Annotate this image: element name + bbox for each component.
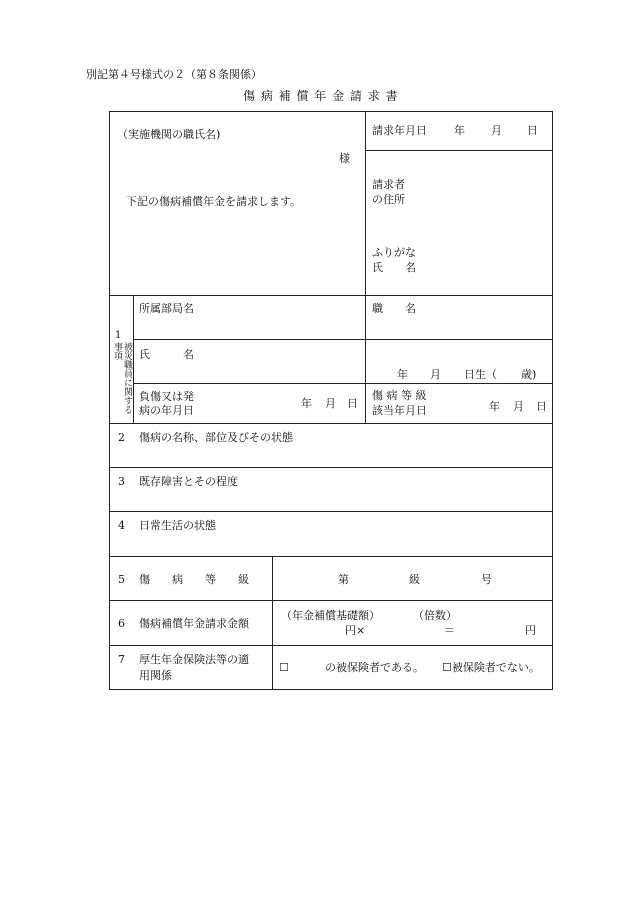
request-day: 日 xyxy=(527,124,538,137)
row4-number: 4 xyxy=(118,519,125,532)
agency-label: （実施機関の職氏名) xyxy=(117,128,221,141)
existing-disability-label: 既存障害とその程度 xyxy=(139,475,238,488)
multiplier-label: （倍数） xyxy=(413,609,457,622)
row3-number: 3 xyxy=(118,475,125,488)
injury-month: 月 xyxy=(325,397,336,410)
page-title: 傷 病 補 償 年 金 請 求 書 xyxy=(243,89,399,103)
grade-day: 日 xyxy=(536,400,547,413)
grade-dai: 第 xyxy=(338,573,349,586)
injury-date-label-2: 病の年月日 xyxy=(139,404,194,417)
injury-grade-label: 傷 病 等 級 xyxy=(139,573,249,586)
sama-label: 様 xyxy=(339,152,350,165)
claimant-address-label-2: の住所 xyxy=(372,193,405,206)
grade-go: 号 xyxy=(481,573,492,586)
request-year: 年 xyxy=(454,124,465,137)
birth-month: 月 xyxy=(430,368,441,381)
grade-year: 年 xyxy=(489,400,500,413)
equals-sign: ＝ xyxy=(444,624,455,637)
form-reference: 別記第４号様式の２（第８条関係） xyxy=(86,68,262,81)
request-date-label: 請求年月日 xyxy=(372,124,427,137)
birth-day: 日生（ xyxy=(464,368,497,381)
injury-date-label-1: 負傷又は発 xyxy=(139,390,194,403)
pension-law-label-1: 厚生年金保険法等の適 xyxy=(139,653,249,666)
employee-name-label: 氏 名 xyxy=(139,348,194,361)
age-label: 歳) xyxy=(521,368,537,381)
request-statement: 下記の傷病補償年金を請求します。 xyxy=(126,195,302,208)
birth-year: 年 xyxy=(397,368,408,381)
insured-checkbox[interactable]: ☐ xyxy=(279,661,289,674)
yen-times: 円× xyxy=(345,624,366,637)
injury-condition-label: 傷病の名称、部位及びその状態 xyxy=(139,431,293,444)
furigana-label: ふりがな xyxy=(372,246,416,259)
row5-number: 5 xyxy=(118,573,125,586)
yen-total: 円 xyxy=(525,624,536,637)
section1-number: 1 xyxy=(115,330,122,341)
section1-side-label: 被災職員に関する事項 xyxy=(112,342,132,414)
row2-number: 2 xyxy=(118,431,125,444)
pension-law-label-2: 用関係 xyxy=(139,669,172,682)
injury-day: 日 xyxy=(347,397,358,410)
claimant-name-label: 氏 名 xyxy=(372,261,416,274)
grade-month: 月 xyxy=(513,400,524,413)
grade-date-label-1: 傷 病 等 級 xyxy=(372,389,427,402)
dept-label: 所属部局名 xyxy=(139,302,194,315)
grade-kyu: 級 xyxy=(409,573,420,586)
insured-label: の被保険者である。 xyxy=(325,661,424,674)
daily-life-label: 日常生活の状態 xyxy=(139,519,216,532)
not-insured-option[interactable]: ☐被保険者でない。 xyxy=(442,661,540,674)
row7-number: 7 xyxy=(118,653,125,666)
request-month: 月 xyxy=(491,124,502,137)
claimant-address-label-1: 請求者 xyxy=(372,178,405,191)
position-label: 職 名 xyxy=(372,302,416,315)
injury-year: 年 xyxy=(301,397,312,410)
grade-date-label-2: 該当年月日 xyxy=(372,404,427,417)
base-amount-label: （年金補償基礎額） xyxy=(281,609,380,622)
pension-amount-label: 傷病補償年金請求金額 xyxy=(139,617,249,630)
row6-number: 6 xyxy=(118,617,125,630)
